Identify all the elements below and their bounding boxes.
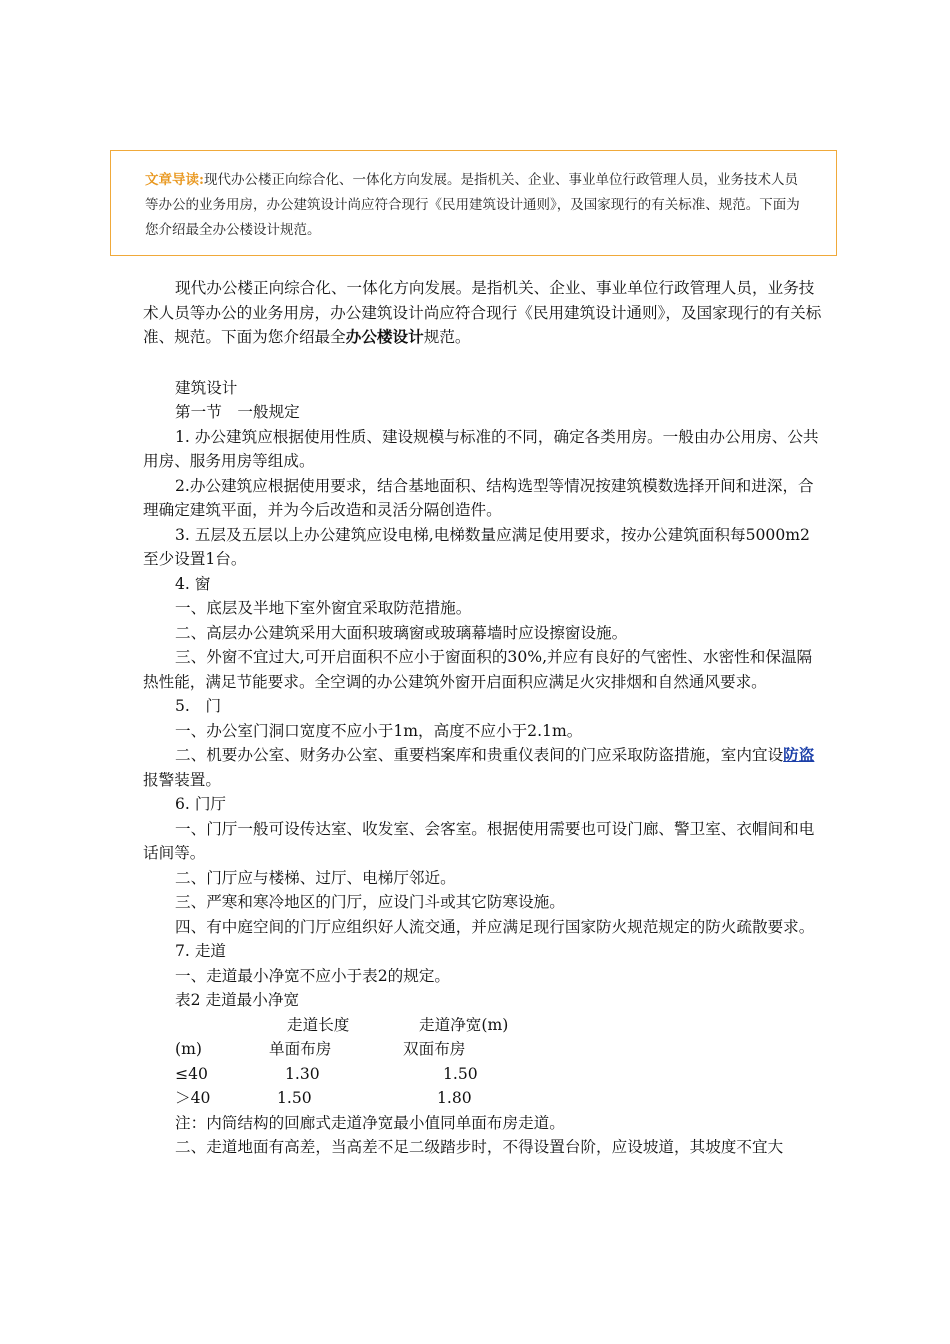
intro-text-end: 规范。 [423, 328, 471, 346]
table-row [143, 1062, 823, 1087]
clause-6-heading: 6. 门厅 [175, 795, 227, 813]
clause-5-1: 一、办公室门洞口宽度不应小于1m，高度不应小于2.1m。 [175, 721, 583, 740]
table-title: 表2 走道最小净宽 [175, 991, 300, 1009]
table-cell-length: ＞40 [175, 1089, 211, 1107]
clause-3: 3. 五层及五层以上办公建筑应设电梯,电梯数量应满足使用要求，按办公建筑面积每5000m2至少设置1台。 [143, 525, 810, 568]
intro-paragraph [143, 276, 823, 350]
clause-6-3: 三、严寒和寒冷地区的门厅，应设门斗或其它防寒设施。 [175, 893, 565, 911]
guide-label: 文章导读: [145, 172, 204, 188]
table-cell-single: 1.50 [277, 1089, 312, 1107]
clause-5-heading: 5. 门 [175, 697, 222, 715]
intro-text: 现代办公楼正向综合化、一体化方向发展。是指机关、企业、事业单位行政管理人员，业务技术人员等办公的业务用房，办公建筑设计尚应符合现行《民用建筑设计通则》，及国家现行的有关标准、规范。下面为您介绍最全 [143, 279, 822, 346]
clause-4-1: 一、底层及半地下室外窗宜采取防范措施。 [175, 599, 472, 617]
clause-7-2: 二、走道地面有高差，当高差不足二级踏步时，不得设置台阶，应设坡道，其坡度不宜大 [175, 1138, 784, 1156]
table-header-width: 走道净宽(m) [419, 1015, 509, 1034]
table-cell-single: 1.30 [285, 1064, 320, 1083]
intro-bold-keyword: 办公楼设计 [345, 327, 424, 346]
table-subheader-row [143, 1037, 823, 1062]
clause-4-2: 二、高层办公建筑采用大面积玻璃窗或玻璃幕墙时应设擦窗设施。 [175, 623, 628, 642]
clause-5-2-text-end: 报警装置。 [143, 770, 221, 789]
table-note: 注：内筒结构的回廊式走道净宽最小值同单面布房走道。 [175, 1113, 565, 1132]
table-header-length: 走道长度 [287, 1015, 350, 1034]
table-row [143, 1086, 823, 1111]
table-header-double: 双面布房 [403, 1040, 466, 1058]
table-unit: (m) [175, 1040, 202, 1058]
clause-5-2-text: 二、机要办公室、财务办公室、重要档案库和贵重仪表间的门应采取防盗措施，室内宜设 [175, 746, 784, 764]
clause-4-heading: 4. 窗 [175, 574, 211, 593]
section-heading: 第一节 一般规定 [175, 403, 300, 421]
clause-6-2: 二、门厅应与楼梯、过厅、电梯厅邻近。 [175, 868, 456, 887]
table-cell-double: 1.80 [437, 1089, 472, 1107]
clause-6-1: 一、门厅一般可设传达室、收发室、会客室。根据使用需要也可设门廊、警卫室、衣帽间和电话间等。 [143, 819, 815, 862]
table-header-single: 单面布房 [269, 1040, 332, 1058]
article-body [143, 276, 823, 1160]
clause-7-1: 一、走道最小净宽不应小于表2的规定。 [175, 966, 451, 985]
clause-7-heading: 7. 走道 [175, 942, 227, 960]
clause-4-3: 三、外窗不宜过大,可开启面积不应小于窗面积的30%,并应有良好的气密性、水密性和保温隔热性能，满足节能要求。全空调的办公建筑外窗开启面积应满足火灾排烟和自然通风要求。 [143, 648, 813, 691]
section-title: 建筑设计 [175, 378, 238, 397]
table-cell-length: ≤40 [175, 1064, 208, 1083]
guide-text: 现代办公楼正向综合化、一体化方向发展。是指机关、企业、事业单位行政管理人员，业务技术人员等办公的业务用房，办公建筑设计尚应符合现行《民用建筑设计通则》，及国家现行的有关标准、规范。下面为您介绍最全办公楼设计规范。 [145, 172, 800, 238]
spacer [143, 350, 823, 376]
clause-6-4: 四、有中庭空间的门厅应组织好人流交通，并应满足现行国家防火规范规定的防火疏散要求。 [175, 917, 815, 936]
clause-1: 1. 办公建筑应根据使用性质、建设规模与标准的不同，确定各类用房。一般由办公用房、公共用房、服务用房等组成。 [143, 427, 819, 470]
table-cell-double: 1.50 [443, 1064, 478, 1083]
anti-theft-link[interactable]: 防盗 [783, 745, 815, 764]
clause-2: 2.办公建筑应根据使用要求，结合基地面积、结构选型等情况按建筑模数选择开间和进深，合理确定建筑平面，并为今后改造和灵活分隔创造件。 [143, 476, 814, 519]
article-guide-box [110, 150, 837, 256]
table-header-row [143, 1013, 823, 1038]
clause-5-2 [143, 743, 823, 792]
